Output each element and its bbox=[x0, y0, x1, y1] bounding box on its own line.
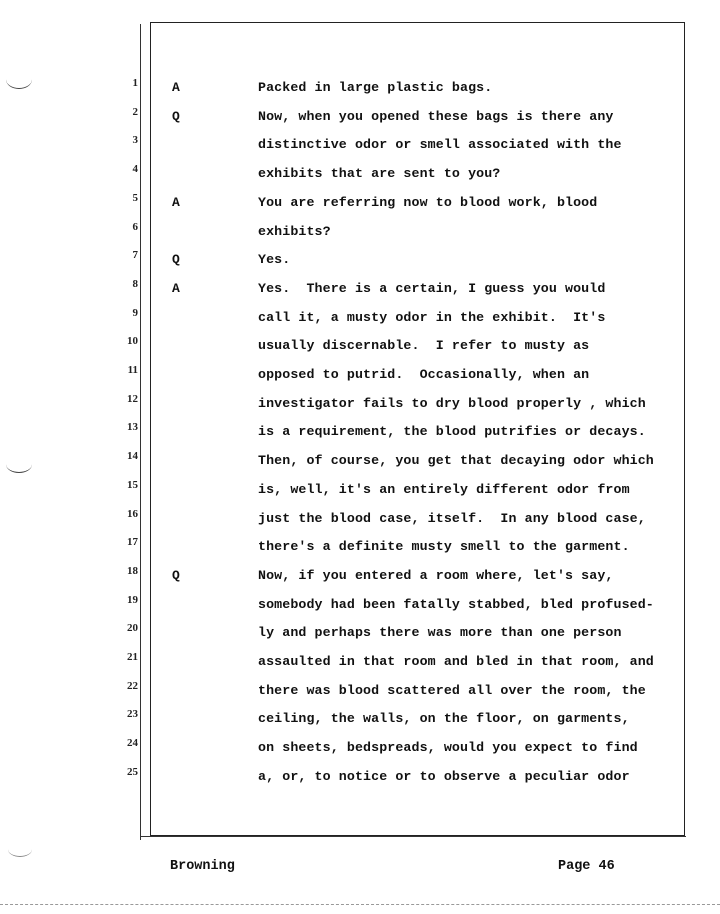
scan-edge bbox=[0, 904, 720, 905]
transcript-line: distinctive odor or smell associated with the bbox=[258, 137, 622, 153]
transcript-line: You are referring now to blood work, blood bbox=[258, 194, 598, 210]
transcript-line: is, well, it's an entirely different odor from bbox=[258, 481, 630, 497]
transcript-line: there was blood scattered all over the room, the bbox=[258, 682, 646, 698]
line-number: 23 bbox=[127, 708, 138, 721]
witness-name: Browning bbox=[170, 859, 235, 874]
transcript-line: assaulted in that room and bled in that room, and bbox=[258, 654, 654, 669]
transcript-line: call it, a musty odor in the exhibit. It's bbox=[258, 309, 606, 325]
line-number: 8 bbox=[132, 277, 138, 290]
line-number: 25 bbox=[127, 765, 138, 778]
transcript-line: usually discernable. I refer to musty as bbox=[258, 338, 590, 354]
page-number: Page 46 bbox=[558, 859, 615, 874]
transcript-line: Packed in large plastic bags. bbox=[258, 80, 493, 95]
line-number: 2 bbox=[132, 105, 138, 118]
line-number: 11 bbox=[127, 364, 138, 376]
line-number: 3 bbox=[132, 134, 138, 147]
binder-mark-bottom bbox=[8, 842, 32, 857]
transcript-line: exhibits that are sent to you? bbox=[258, 166, 501, 182]
line-number: 21 bbox=[127, 651, 138, 663]
binder-mark-top bbox=[6, 70, 32, 89]
speaker-label: A bbox=[172, 80, 180, 95]
transcript-line: ly and perhaps there was more than one person bbox=[258, 625, 622, 641]
transcript-line: exhibits? bbox=[258, 223, 331, 239]
line-number: 12 bbox=[127, 392, 138, 405]
line-number: 6 bbox=[132, 220, 138, 233]
transcript-line: somebody had been fatally stabbed, bled profused- bbox=[258, 596, 654, 612]
transcript-line: on sheets, bedspreads, would you expect to find bbox=[258, 740, 638, 756]
line-number: 1 bbox=[132, 77, 138, 89]
line-number: 5 bbox=[132, 191, 138, 204]
speaker-label: Q bbox=[172, 108, 180, 124]
line-number: 4 bbox=[132, 163, 138, 176]
transcript-line: a, or, to notice or to observe a peculiar odor bbox=[258, 768, 630, 784]
transcript-line: Yes. There is a certain, I guess you would bbox=[258, 280, 606, 296]
line-number: 14 bbox=[127, 450, 138, 463]
speaker-label: Q bbox=[172, 252, 180, 268]
line-number: 17 bbox=[127, 536, 138, 549]
transcript-line: there's a definite musty smell to the garment. bbox=[258, 539, 630, 555]
binder-mark-middle bbox=[6, 456, 32, 473]
transcript-line: Now, when you opened these bags is there any bbox=[258, 108, 614, 124]
transcript-line: Now, if you entered a room where, let's say, bbox=[258, 567, 614, 583]
speaker-label: A bbox=[172, 194, 180, 210]
line-number: 9 bbox=[132, 306, 138, 319]
line-number: 16 bbox=[127, 507, 138, 520]
line-number: 18 bbox=[127, 564, 138, 577]
line-number: 19 bbox=[127, 593, 138, 606]
transcript-line: investigator fails to dry blood properly , which bbox=[258, 395, 646, 411]
margin-rule bbox=[140, 24, 141, 840]
line-number: 10 bbox=[127, 335, 138, 348]
transcript-line: just the blood case, itself. In any blood case, bbox=[258, 510, 646, 526]
line-number: 22 bbox=[127, 679, 138, 692]
bottom-rule bbox=[140, 836, 686, 837]
speaker-label: Q bbox=[172, 567, 180, 583]
line-number: 13 bbox=[127, 421, 138, 434]
line-number: 20 bbox=[127, 622, 138, 635]
transcript-line: opposed to putrid. Occasionally, when an bbox=[258, 367, 590, 382]
speaker-label: A bbox=[172, 280, 180, 296]
line-number: 7 bbox=[132, 249, 138, 262]
transcript-line: is a requirement, the blood putrifies or decays. bbox=[258, 424, 646, 440]
transcript-line: ceiling, the walls, on the floor, on garments, bbox=[258, 711, 630, 727]
transcript-line: Yes. bbox=[258, 252, 291, 268]
line-number: 15 bbox=[127, 478, 138, 491]
line-number: 24 bbox=[127, 737, 138, 750]
transcript-line: Then, of course, you get that decaying odor which bbox=[258, 453, 654, 469]
